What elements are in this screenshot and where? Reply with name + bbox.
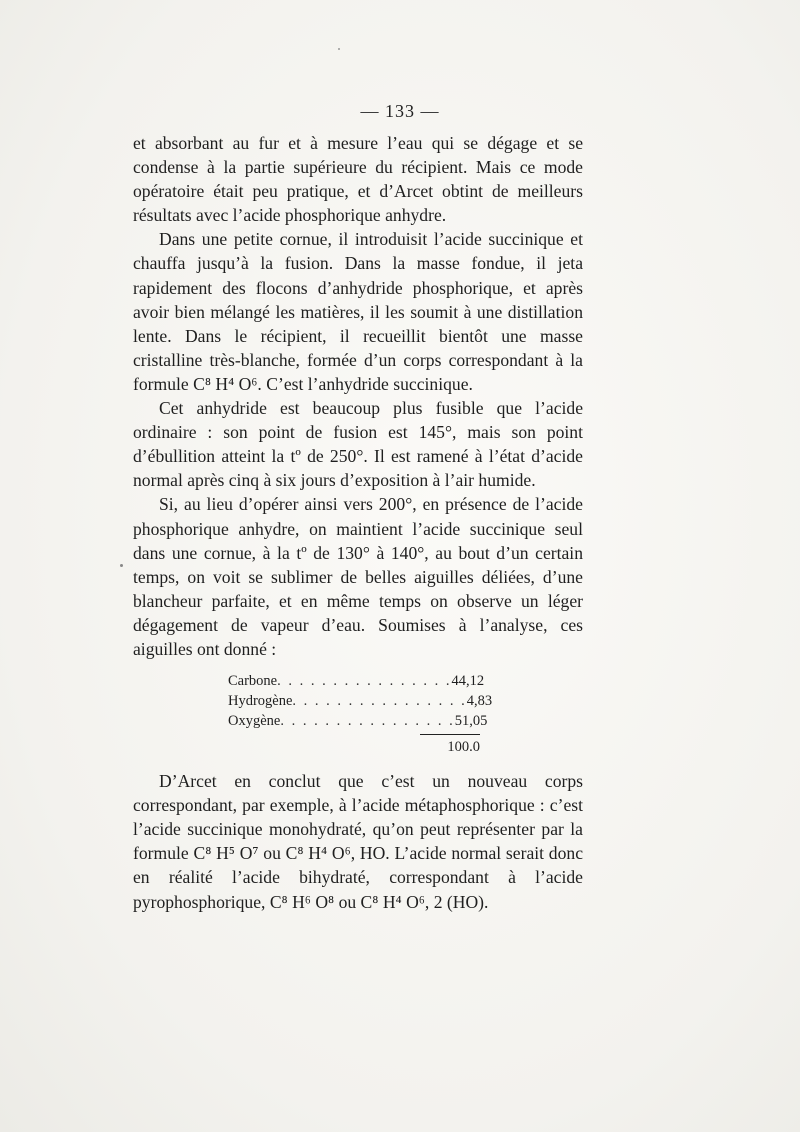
paragraph-1: et absorbant au fur et à mesure l’eau qui se dégage et se condense à la partie supérieure du récipient. Mais ce mode opératoire était peu pratique, et d’Arcet obtint de meilleurs résultats avec l’acide phosphorique anhydre.: [133, 133, 583, 226]
paragraph-4: Si, au lieu d’opérer ainsi vers 200°, en présence de l’acide phosphorique anhydre, on maintient l’acide succinique seul dans une cornue, à la tº de 130° à 140°, au bout d’un certain temps, on voit se sublimer de belles aiguilles déliées, d’une blancheur parfaite, et en même temps on observe un léger dégagement de vapeur d’eau. Soumises à l’analyse, ces aiguilles ont donné :: [133, 494, 583, 659]
body-text: [133, 131, 583, 914]
analysis-table: [228, 671, 493, 757]
paragraph-3: Cet anhydride est beaucoup plus fusible que l’acide ordinaire : son point de fusion est 145°, mais son point d’ébullition atteint la tº de 250°. Il est ramené à l’état d’acide normal après cinq à six jours d’exposition à l’air humide.: [133, 398, 583, 491]
element-label: Hydrogène: [228, 693, 293, 710]
spacer: [133, 757, 583, 769]
paragraph-2: Dans une petite cornue, il introduisit l’acide succinique et chauffa jusqu’à la fusion. Dans la masse fondue, il jeta rapidement des flocons d’anhydride phosphorique, et après avoir bien mélangé les matières, il les soumit à une distillation lente. Dans le récipient, il recueillit bientôt une masse cristalline très-blanche, formée d’un corps correspondant à la formule C⁸ H⁴ O⁶. C’est l’anhydride succinique.: [133, 229, 583, 394]
leader-dots: . . . . . . . . . . . . . . . .: [292, 693, 467, 710]
element-label: Carbone: [228, 673, 278, 690]
paragraph-5: D’Arcet en conclut que c’est un nouveau corps correspondant, par exemple, à l’acide métaphosphorique : c’est l’acide succinique monohydraté, qu’on peut représenter par la formule C⁸ H⁵ O⁷ ou C⁸ H⁴ O⁶, HO. L’acide normal serait donc en réalité l’acide bihydraté, correspondant à l’acide pyrophosphorique, C⁸ H⁶ O⁸ ou C⁸ H⁴ O⁶, 2 (HO).: [133, 771, 583, 912]
page-number: — 133 —: [360, 101, 440, 121]
analysis-row: [228, 691, 493, 711]
ink-speck: [338, 48, 340, 50]
element-value: 4,83: [466, 693, 493, 710]
analysis-row: [228, 671, 485, 691]
sum-rule: [420, 734, 480, 735]
ink-speck: [120, 564, 123, 567]
element-value: 51,05: [454, 713, 488, 730]
analysis-total: 100.0: [447, 739, 480, 756]
leader-dots: . . . . . . . . . . . . . . . .: [277, 673, 452, 690]
leader-dots: . . . . . . . . . . . . . . . .: [280, 713, 455, 730]
analysis-row: [228, 711, 488, 731]
element-label: Oxygène: [228, 713, 281, 730]
element-value: 44,12: [451, 673, 485, 690]
